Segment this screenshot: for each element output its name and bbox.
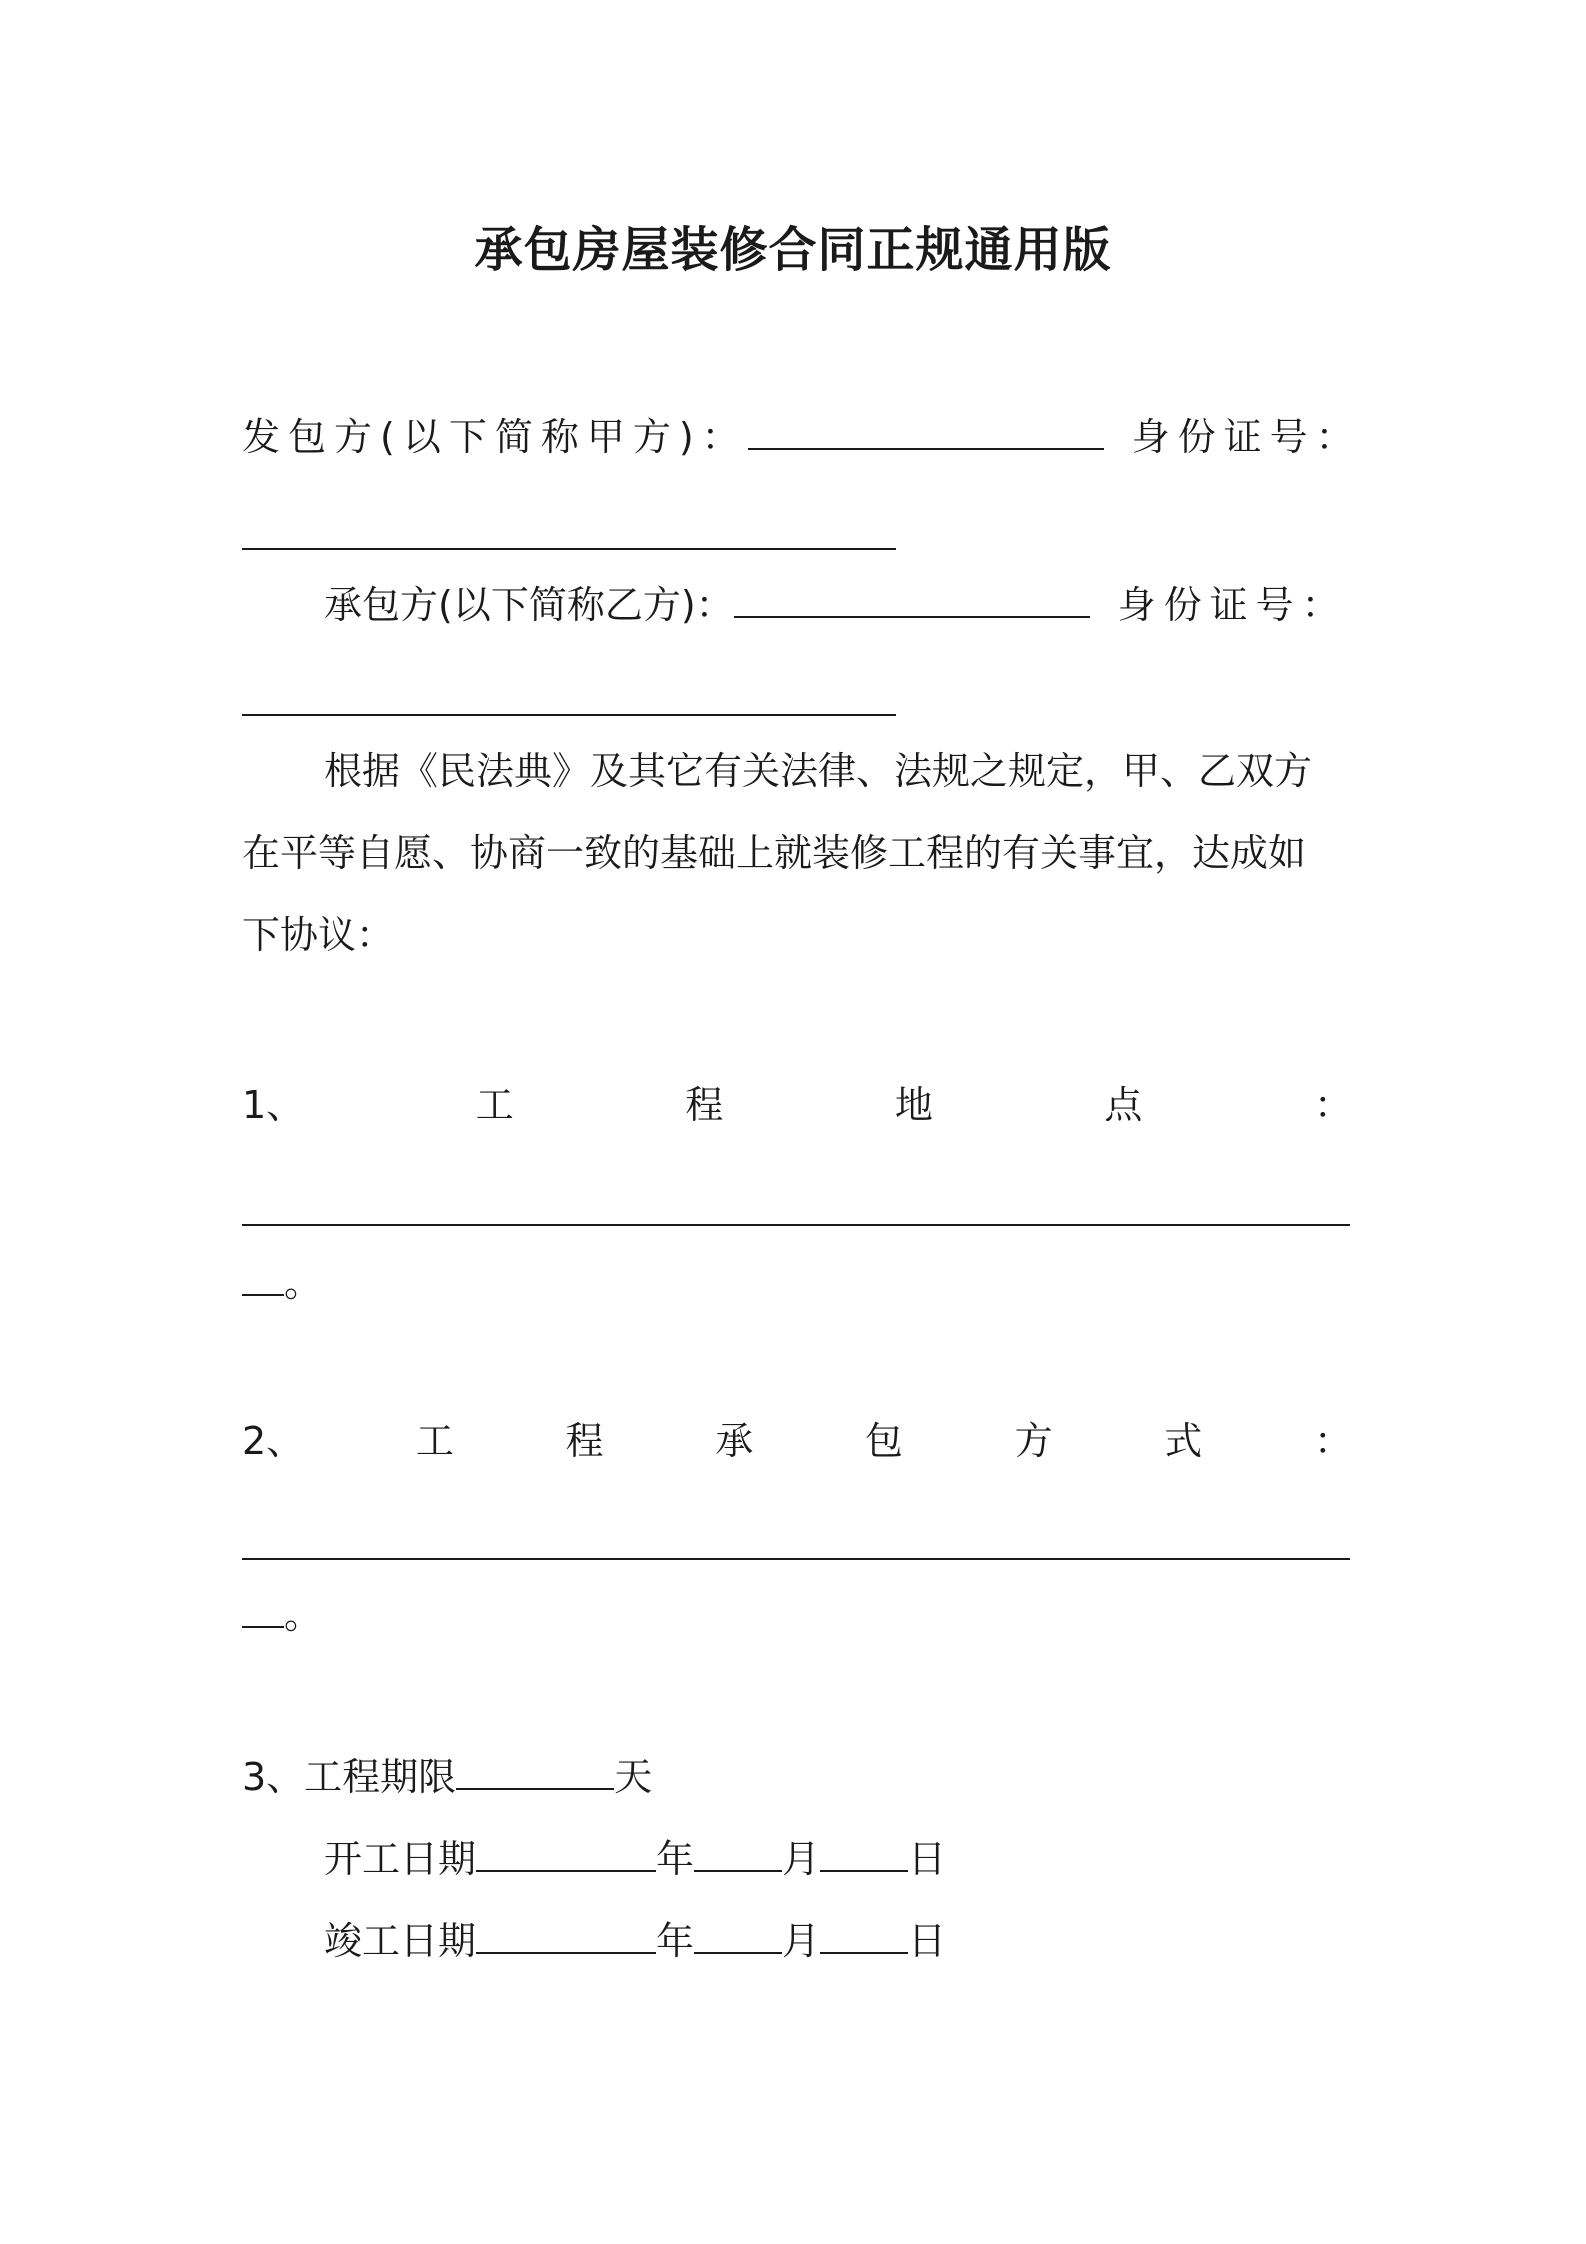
clause-3-days-unit: 天 [614, 1755, 653, 1799]
clause-1-heading [242, 1080, 1352, 1130]
end-date-line [324, 1916, 1354, 1966]
end-month-label: 月 [782, 1919, 821, 1963]
clause-1-colon: ： [1313, 1083, 1352, 1127]
clause-3-line [242, 1752, 1352, 1802]
party-b-line [324, 580, 1354, 630]
end-day-blank [820, 1916, 908, 1954]
party-a-id-label: 身份证号： [1131, 415, 1362, 459]
party-b-id-label: 身份证号： [1117, 583, 1348, 627]
clause-3-label: 3、工程期限 [242, 1755, 457, 1799]
clause-2-char: 方 [1014, 1419, 1053, 1463]
clause-1-number: 1、 [242, 1083, 305, 1127]
clause-2-heading [242, 1416, 1352, 1466]
preamble-line-2: 在平等自愿、协商一致的基础上就装修工程的有关事宜，达成如 [242, 831, 1307, 875]
start-day-blank [820, 1834, 908, 1872]
end-year-blank [476, 1916, 656, 1954]
clause-2-fill-end [242, 1590, 1352, 1640]
party-a-label: 发包方(以下简称甲方)： [242, 415, 748, 459]
clause-1-char: 点 [1104, 1083, 1143, 1127]
clause-1-fill-line [242, 1188, 1352, 1238]
clause-2-char: 包 [864, 1419, 903, 1463]
party-a-id-line [242, 512, 1352, 562]
clause-2-char: 承 [715, 1419, 754, 1463]
party-b-name-blank [734, 580, 1090, 618]
party-a-id-blank [242, 512, 896, 550]
preamble-line-3: 下协议： [242, 913, 395, 957]
start-date-label: 开工日期 [324, 1837, 477, 1881]
end-date-label: 竣工日期 [324, 1919, 477, 1963]
end-day-label: 日 [908, 1919, 947, 1963]
clause-2-end-mark: 。 [284, 1593, 323, 1637]
clause-1-char: 程 [685, 1083, 724, 1127]
start-month-label: 月 [782, 1837, 821, 1881]
clause-1-char: 地 [894, 1083, 933, 1127]
party-b-id-line [242, 678, 1352, 728]
clause-2-char: 程 [565, 1419, 604, 1463]
end-month-blank [694, 1916, 782, 1954]
clause-2-char: 式 [1164, 1419, 1203, 1463]
document-title: 承包房屋装修合同正规通用版 [474, 222, 1112, 278]
party-b-label: 承包方(以下简称乙方)： [324, 583, 734, 627]
clause-3-days-blank [456, 1752, 614, 1790]
clause-1-blank [242, 1188, 1350, 1226]
clause-2-colon: ： [1313, 1419, 1352, 1463]
start-month-blank [694, 1834, 782, 1872]
clause-1-blank-tail [242, 1258, 284, 1296]
end-year-label: 年 [656, 1919, 695, 1963]
clause-2-fill-line [242, 1522, 1352, 1572]
start-year-label: 年 [656, 1837, 695, 1881]
clause-2-blank-tail [242, 1590, 284, 1628]
clause-2-blank [242, 1522, 1350, 1560]
preamble-line-1: 根据《民法典》及其它有关法律、法规之规定，甲、乙双方 [324, 749, 1313, 793]
clause-1-end-mark: 。 [284, 1261, 323, 1305]
party-b-id-blank [242, 678, 896, 716]
clause-2-char: 工 [415, 1419, 454, 1463]
party-a-line [242, 412, 1362, 462]
party-a-name-blank [748, 412, 1104, 450]
start-day-label: 日 [908, 1837, 947, 1881]
clause-1-fill-end [242, 1258, 1352, 1308]
clause-2-number: 2、 [242, 1419, 305, 1463]
start-date-line [324, 1834, 1354, 1884]
start-year-blank [476, 1834, 656, 1872]
clause-1-char: 工 [475, 1083, 514, 1127]
